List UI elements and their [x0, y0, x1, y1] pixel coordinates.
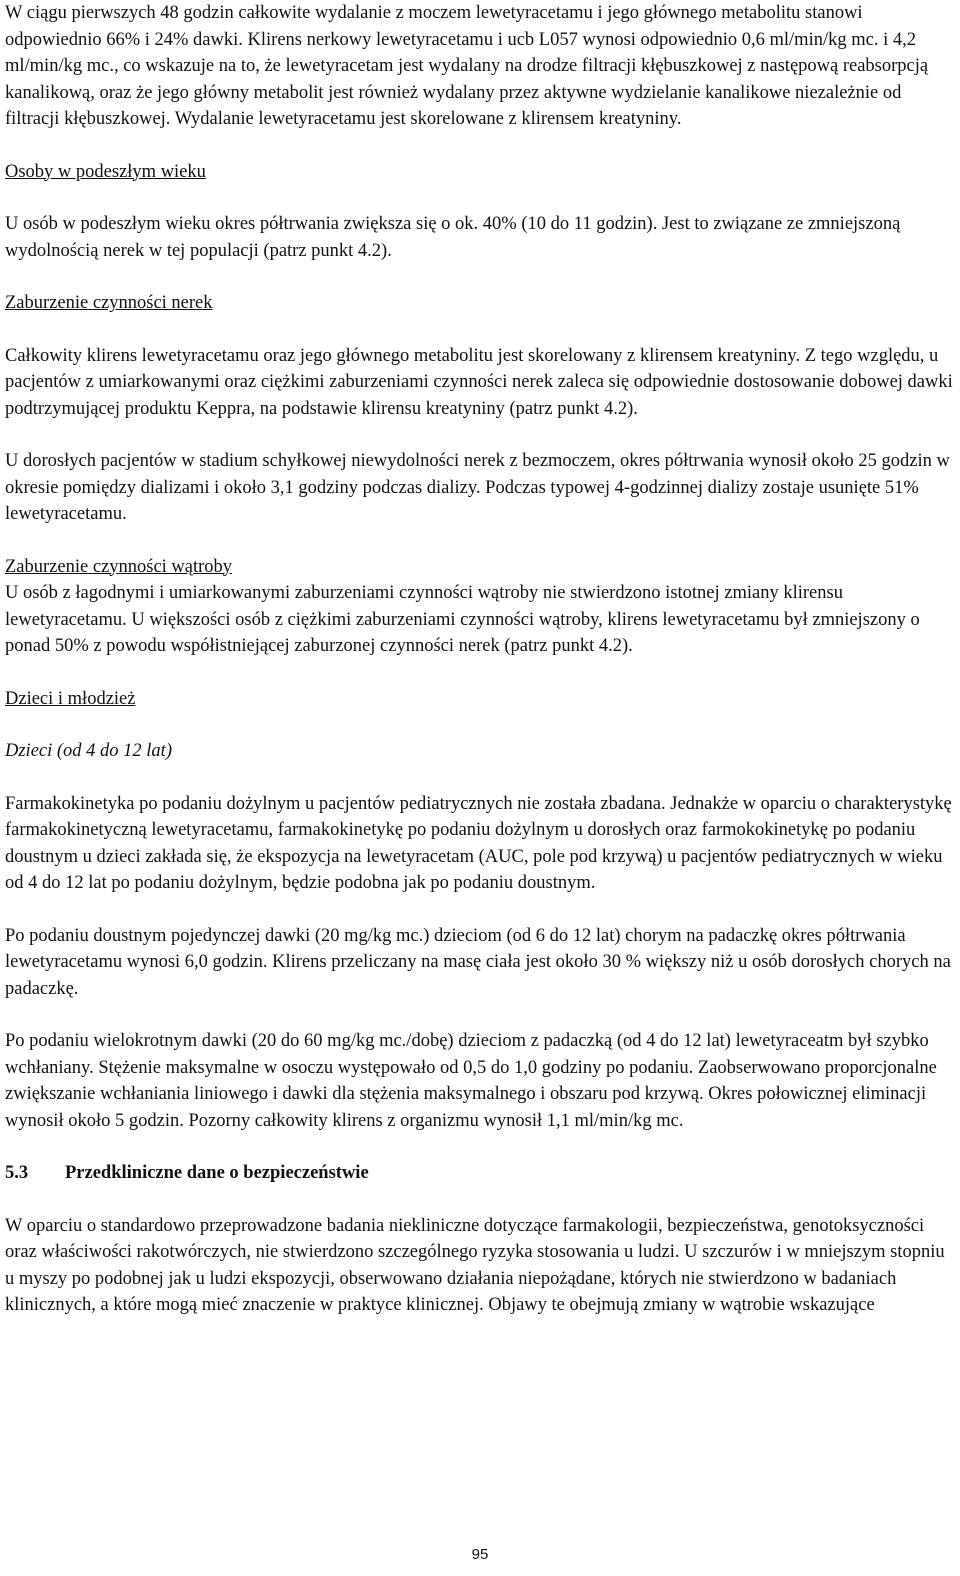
document-page [5, 0, 955, 1319]
heading-renal-impairment: Zaburzenie czynności nerek [5, 293, 213, 313]
section-heading-5-3 [5, 1160, 955, 1187]
section-title: Przedkliniczne dane o bezpieczeństwie [65, 1163, 369, 1183]
page-number: 95 [471, 1546, 489, 1563]
subheading-children-4-12: Dzieci (od 4 do 12 lat) [5, 741, 172, 761]
paragraph-excretion: W ciągu pierwszych 48 godzin całkowite wydalanie z moczem lewetyracetamu i jego głównego metabolitu stanowi odpowiednio 66% i 24% dawki. Klirens nerkowy lewetyracetamu i ucb L057 wynosi odpowiednio 0,6 ml/min/kg mc. i 4,2 ml/min/kg mc., co wskazuje na to, że lewetyracetam jest wydalany na drodze filtracji kłębuszkowej z następową reabsorpcją kanalikową, oraz że jego główny metabolit jest również wydalany przez aktywne wydzielanie kanalikowe niezależnie od filtracji kłębuszkowej. Wydalanie lewetyracetamu jest skorelowane z klirensem kreatyniny. [5, 3, 929, 129]
paragraph-children-2: Po podaniu doustnym pojedynczej dawki (20 mg/kg mc.) dzieciom (od 6 do 12 lat) chorym na padaczkę okres półtrwania lewetyracetamu wynosi 6,0 godzin. Klirens przeliczany na masę ciała jest około 30 % większy niż u osób dorosłych chorych na padaczkę. [5, 925, 951, 999]
heading-children: Dzieci i młodzież [5, 688, 136, 709]
paragraph-elderly: U osób w podeszłym wieku okres półtrwania zwiększa się o ok. 40% (10 do 11 godzin). Jest to związane ze zmniejszoną wydolnością nerek w tej populacji (patrz punkt 4.2). [5, 214, 901, 261]
paragraph-preclinical: W oparciu o standardowo przeprowadzone badania niekliniczne dotyczące farmakologii, bezpieczeństwa, genotoksyczności oraz właściwości rakotwórczych, nie stwierdzono szczególnego ryzyka stosowania u ludzi. U szczurów i w mniejszym stopniu u myszy po podobnej jak u ludzi ekspozycji, obserwowano działania niepożądane, których nie stwierdzono w badaniach klinicznych, a które mogą mieć znaczenie w praktyce klinicznej. Objawy te obejmują zmiany w wątrobie wskazujące [5, 1215, 945, 1315]
paragraph-renal-1: Całkowity klirens lewetyracetamu oraz jego głównego metabolitu jest skorelowany z klirensem kreatyniny. Z tego względu, u pacjentów z umiarkowanymi oraz ciężkimi zaburzeniami czynności nerek zaleca się odpowiednie dostosowanie dobowej dawki podtrzymującej produktu Keppra, na podstawie klirensu kreatyniny (patrz punkt 4.2). [5, 345, 953, 419]
heading-elderly: Osoby w podeszłym wieku [5, 161, 206, 182]
paragraph-children-1: Farmakokinetyka po podaniu dożylnym u pacjentów pediatrycznych nie została zbadana. Jednakże w oparciu o charakterystykę farmakokinetyczną lewetyracetamu, farmakokinetykę po podaniu dożylnym u dorosłych oraz farmokokinetykę po podaniu doustnym u dzieci zakłada się, że ekspozycja na lewetyracetam (AUC, pole pod krzywą) u pacjentów pediatrycznych w wieku od 4 do 12 lat po podaniu dożylnym, będzie podobna jak po podaniu doustnym. [5, 793, 952, 893]
section-number: 5.3 [5, 1163, 29, 1183]
paragraph-renal-2: U dorosłych pacjentów w stadium schyłkowej niewydolności nerek z bezmoczem, okres półtrwania wynosił około 25 godzin w okresie pomiędzy dializami i około 3,1 godziny podczas dializy. Podczas typowej 4-godzinnej dializy zostaje usunięte 51% lewetyracetamu. [5, 451, 950, 524]
paragraph-children-3: Po podaniu wielokrotnym dawki (20 do 60 mg/kg mc./dobę) dzieciom z padaczką (od 4 do 12 lat) lewetyraceatm był szybko wchłaniany. Stężenie maksymalne w osoczu występowało od 0,5 do 1,0 godziny po podaniu. Zaobserwowano proporcjonalne zwiększanie wchłaniania liniowego i dawki dla stężenia maksymalnego i obszaru pod krzywą. Okres połowicznej eliminacji wynosił około 5 godzin. Pozorny całkowity klirens z organizmu wynosił 1,1 ml/min/kg mc. [5, 1031, 937, 1131]
heading-hepatic-impairment: Zaburzenie czynności wątroby [5, 556, 233, 577]
paragraph-hepatic: U osób z łagodnymi i umiarkowanymi zaburzeniami czynności wątroby nie stwierdzono istotnej zmiany klirensu lewetyracetamu. U większości osób z ciężkimi zaburzeniami czynności wątroby, klirens lewetyracetamu był zmniejszony o ponad 50% z powodu współistniejącej zaburzonej czynności nerek (patrz punkt 4.2). [5, 583, 920, 656]
